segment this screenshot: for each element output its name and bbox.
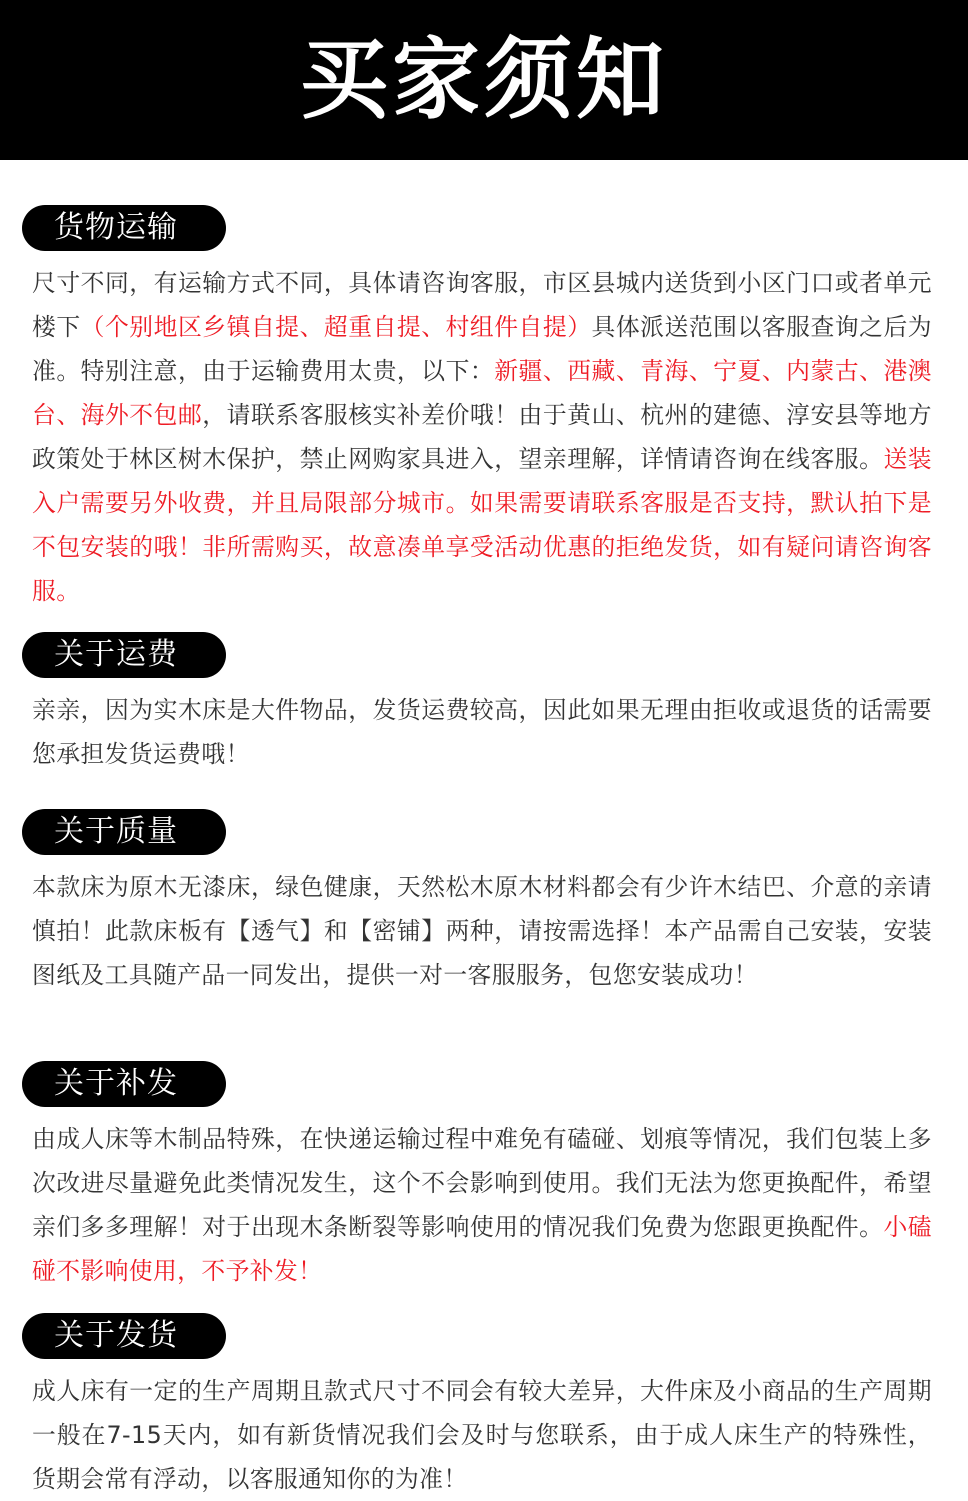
section-heading-shipping: 货物运输: [22, 205, 226, 251]
shipping-text-installation-note: 送装入户需要另外收费，并且局限部分城市。如果需要请联系客服是否支持，默认拍下是不包安装的哦！非所需购买，故意凑单享受活动优惠的拒绝发货，如有疑问请咨询客服。: [32, 445, 932, 605]
section-body-freight: [32, 688, 932, 776]
section-heading-replacement: 关于补发: [22, 1061, 226, 1107]
shipping-text-pickup-note: （个别地区乡镇自提、超重自提、村组件自提）: [80, 313, 592, 341]
section-body-replacement: [32, 1117, 932, 1293]
page-title: 买家须知: [299, 28, 668, 131]
delivery-text: 成人床有一定的生产周期且款式尺寸不同会有较大差异，大件床及小商品的生产周期一般在7-15天内，如有新货情况我们会及时与您联系，由于成人床生产的特殊性，货期会常有浮动，以客服通知你的为准！: [32, 1377, 932, 1493]
freight-text: 亲亲，因为实木床是大件物品，发货运费较高，因此如果无理由拒收或退货的话需要您承担发货运费哦！: [32, 696, 932, 768]
quality-text: 本款床为原木无漆床，绿色健康，天然松木原木材料都会有少许木结巴、介意的亲请慎拍！此款床板有【透气】和【密铺】两种，请按需选择！本产品需自己安装，安装图纸及工具随产品一同发出，提供一对一客服服务，包您安装成功！: [32, 873, 932, 989]
section-heading-delivery: 关于发货: [22, 1313, 226, 1359]
section-heading-freight: 关于运费: [22, 632, 226, 678]
shipping-text-excluded-regions: 新疆、西藏、青海、宁夏、内蒙古、港澳台、海外不包邮: [32, 357, 932, 429]
section-body-shipping: [32, 261, 932, 613]
shipping-text-1: 尺寸不同，有运输方式不同，具体请咨询客服，市区县城内送货到小区门口或者单元楼下: [32, 269, 932, 341]
shipping-text-2: 具体派送范围以客服查询之后为准。特别注意，由于运输费用太贵，以下：: [32, 313, 932, 385]
section-heading-quality: 关于质量: [22, 809, 226, 855]
replacement-text: 由成人床等木制品特殊，在快递运输过程中难免有磕碰、划痕等情况，我们包装上多次改进尽量避免此类情况发生，这个不会影响到使用。我们无法为您更换配件，希望亲们多多理解！对于出现木条断裂等影响使用的情况我们免费为您跟更换配件。: [32, 1125, 932, 1241]
replacement-text-warning: 小磕碰不影响使用，不予补发！: [32, 1213, 932, 1285]
shipping-text-3: ，请联系客服核实补差价哦！由于黄山、杭州的建德、淳安县等地方政策处于林区树木保护，禁止网购家具进入，望亲理解，详情请咨询在线客服。: [32, 401, 932, 473]
section-body-quality: [32, 865, 932, 997]
page-header: [0, 0, 968, 160]
section-body-delivery: [32, 1369, 932, 1501]
